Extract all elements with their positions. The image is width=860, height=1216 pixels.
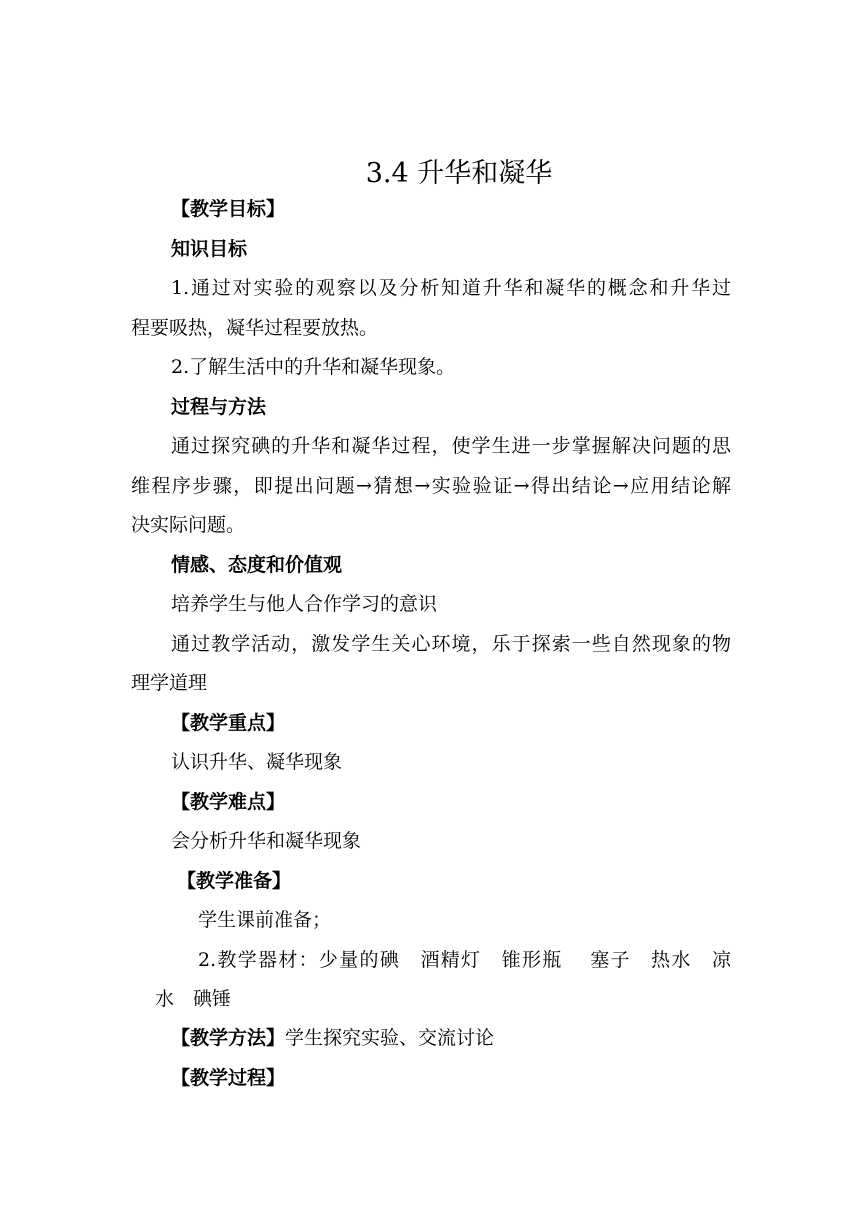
preparation-item-1: 学生课前准备； bbox=[198, 909, 332, 931]
knowledge-item-2: 2.了解生活中的升华和凝华现象。 bbox=[171, 356, 456, 378]
emotion-line-1: 培养学生与他人合作学习的意识 bbox=[171, 593, 438, 615]
method-line bbox=[171, 1026, 494, 1050]
process-method-line-1: 通过探究碘的升华和凝华过程，使学生进一步掌握解决问题的思 bbox=[171, 435, 731, 457]
knowledge-item-1-line-2: 程要吸热，凝华过程要放热。 bbox=[131, 317, 379, 339]
preparation-item-2-line-1: 2.教学器材：少量的碘 酒精灯 锥形瓶 塞子 热水 凉 bbox=[198, 949, 731, 971]
emotion-heading: 情感、态度和价值观 bbox=[171, 554, 343, 576]
key-points-text: 认识升华、凝华现象 bbox=[171, 751, 343, 773]
process-method-line-2: 维程序步骤，即提出问题→猜想→实验验证→得出结论→应用结论解 bbox=[131, 475, 731, 497]
difficult-points-heading: 【教学难点】 bbox=[171, 791, 286, 813]
difficult-points-text: 会分析升华和凝华现象 bbox=[171, 830, 362, 852]
emotion-line-3: 理学道理 bbox=[131, 672, 208, 694]
method-text: 学生探究实验、交流讨论 bbox=[285, 1027, 495, 1049]
teaching-goals-heading: 【教学目标】 bbox=[171, 198, 286, 220]
preparation-item-2-line-2: 水 碘锤 bbox=[155, 988, 232, 1010]
preparation-heading: 【教学准备】 bbox=[177, 870, 292, 892]
knowledge-goals-heading: 知识目标 bbox=[171, 238, 248, 260]
process-method-line-3: 决实际问题。 bbox=[131, 514, 246, 536]
process-heading: 【教学过程】 bbox=[171, 1067, 286, 1089]
key-points-heading: 【教学重点】 bbox=[171, 712, 286, 734]
process-method-heading: 过程与方法 bbox=[171, 396, 267, 418]
method-heading: 【教学方法】 bbox=[171, 1027, 286, 1049]
document-title: 3.4 升华和凝华 bbox=[365, 158, 553, 189]
emotion-line-2: 通过教学活动，激发学生关心环境，乐于探索一些自然现象的物 bbox=[171, 633, 731, 655]
knowledge-item-1-line-1: 1.通过对实验的观察以及分析知道升华和凝华的概念和升华过 bbox=[171, 277, 731, 299]
